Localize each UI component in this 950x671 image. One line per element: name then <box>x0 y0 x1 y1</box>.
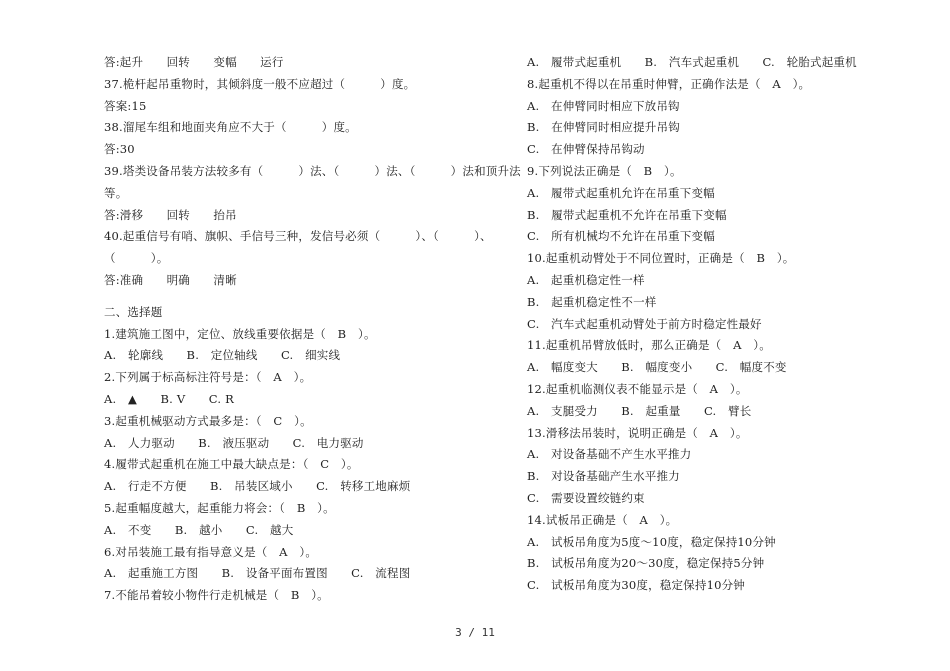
mc-question-7: 7.不能吊着较小物件行走机械是（ B ）。 <box>104 588 329 603</box>
mc-options-7: A. 履带式起重机 B. 汽车式起重机 C. 轮胎式起重机 <box>527 55 857 69</box>
question-39-cont: 等。 <box>104 185 128 200</box>
mc-question-4: 4.履带式起重机在施工中最大缺点是：（ C ）。 <box>104 457 359 472</box>
question-39: 39.塔类设备吊装方法较多有（ ）法、（ ）法、（ ）法和顶升法 <box>104 163 521 178</box>
mc-options-1: A. 轮廓线 B. 定位轴线 C. 细实线 <box>104 348 341 363</box>
mc-option-10b: B. 起重机稳定性不一样 <box>527 294 657 309</box>
mc-question-2: 2.下列属于标高标注符号是：（ A ）。 <box>104 370 312 385</box>
mc-question-8: 8.起重机不得以在吊重时伸臂，正确作法是（ A ）。 <box>527 76 811 91</box>
question-38: 38.溜尾车组和地面夹角应不大于（ ）度。 <box>104 120 357 135</box>
mc-question-6: 6.对吊装施工最有指导意义是（ A ）。 <box>104 544 318 559</box>
mc-option-10a: A. 起重机稳定性一样 <box>527 272 645 287</box>
question-40: 40.起重信号有哨、旗帜、手信号三种，发信号必须（ ）、（ ）、 <box>104 229 492 244</box>
mc-option-13c: C. 需要设置绞链约束 <box>527 490 645 505</box>
answer-36: 答:起升 回转 变幅 运行 <box>104 55 284 69</box>
mc-option-10c: C. 汽车式起重机动臂处于前方时稳定性最好 <box>527 316 762 331</box>
mc-options-12: A. 支腿受力 B. 起重量 C. 臂长 <box>527 403 752 418</box>
mc-option-14b: B. 试板吊角度为20～30度，稳定保持5分钟 <box>527 556 765 571</box>
mc-options-3: A. 人力驱动 B. 液压驱动 C. 电力驱动 <box>104 435 364 450</box>
mc-option-8b: B. 在伸臂同时相应提升吊钩 <box>527 120 680 135</box>
mc-question-3: 3.起重机械驱动方式最多是：（ C ）。 <box>104 413 312 428</box>
mc-options-6: A. 起重施工方图 B. 设备平面布置图 C. 流程图 <box>104 566 411 581</box>
mc-question-12: 12.起重机临测仪表不能显示是（ A ）。 <box>527 381 748 396</box>
mc-option-13b: B. 对设备基础产生水平推力 <box>527 469 680 484</box>
mc-question-9: 9.下列说法正确是（ B ）。 <box>527 163 682 178</box>
mc-question-13: 13.滑移法吊装时，说明正确是（ A ）。 <box>527 425 748 440</box>
answer-38: 答:30 <box>104 142 135 157</box>
mc-options-2: A. ▲ B. V C. R <box>104 391 234 406</box>
section-heading: 二、选择题 <box>104 304 163 319</box>
mc-option-9a: A. 履带式起重机允许在吊重下变幅 <box>527 185 715 200</box>
answer-39: 答:滑移 回转 抬吊 <box>104 207 237 222</box>
page-number: 3 / 11 <box>455 626 495 639</box>
mc-options-11: A. 幅度变大 B. 幅度变小 C. 幅度不变 <box>527 360 787 375</box>
mc-options-4: A. 行走不方便 B. 吊装区域小 C. 转移工地麻烦 <box>104 479 411 494</box>
mc-option-8a: A. 在伸臂同时相应下放吊钩 <box>527 98 680 113</box>
mc-options-5: A. 不变 B. 越小 C. 越大 <box>104 522 294 537</box>
left-column <box>104 52 521 607</box>
question-37: 37.桅杆起吊重物时，其倾斜度一般不应超过（ ）度。 <box>104 76 416 91</box>
question-40-cont: （ ）。 <box>104 251 169 266</box>
mc-question-5: 5.起重幅度越大，起重能力将会：（ B ）。 <box>104 500 335 515</box>
mc-option-8c: C. 在伸臂保持吊钩动 <box>527 142 645 157</box>
mc-question-11: 11.起重机吊臂放低时，那么正确是（ A ）。 <box>527 338 771 353</box>
mc-question-10: 10.起重机动臂处于不同位置时，正确是（ B ）。 <box>527 251 795 266</box>
answer-37: 答案:15 <box>104 98 147 113</box>
mc-option-14c: C. 试板吊角度为30度，稳定保持10分钟 <box>527 578 746 593</box>
mc-question-1: 1.建筑施工图中，定位、放线重要依据是（ B ）。 <box>104 326 376 341</box>
mc-option-9b: B. 履带式起重机不允许在吊重下变幅 <box>527 207 727 222</box>
right-column <box>527 52 857 597</box>
mc-option-14a: A. 试板吊角度为5度～10度，稳定保持10分钟 <box>527 534 776 549</box>
mc-option-9c: C. 所有机械均不允许在吊重下变幅 <box>527 229 715 244</box>
mc-question-14: 14.试板吊正确是（ A ）。 <box>527 512 678 527</box>
mc-option-13a: A. 对设备基础不产生水平推力 <box>527 447 692 462</box>
answer-40: 答:准确 明确 清晰 <box>104 272 237 287</box>
